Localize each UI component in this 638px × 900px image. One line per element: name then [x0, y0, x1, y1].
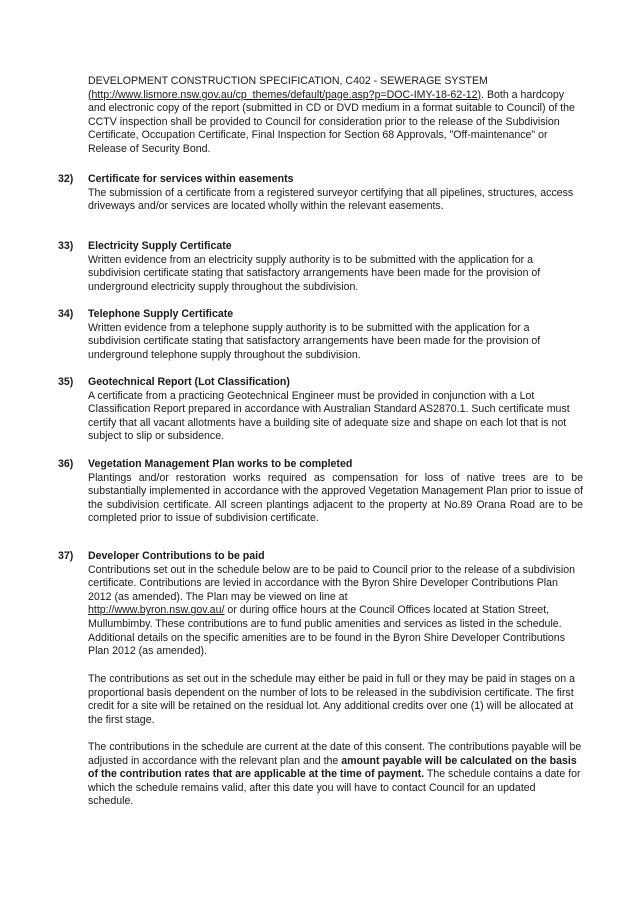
condition-text: Written evidence from a telephone supply authority is to be submitted with the application for a subdivision certificate stating that satisfactory arrangements have been made for the provision of underground telephone supply throughout the subdivision. — [88, 321, 541, 361]
condition-title: Certificate for services within easements — [88, 173, 294, 185]
contributions-current-paragraph — [88, 741, 583, 809]
byron-council-link[interactable]: http://www.byron.nsw.gov.au/ — [88, 604, 225, 617]
lismore-spec-link[interactable]: (http://www.lismore.nsw.gov.au/cp_themes/default/page.asp?p=DOC-IMY-18-62-12) — [88, 88, 482, 101]
current-text: The contributions in the schedule are current at the date of this consent. The contributions payable will be adjusted in accordance with the relevant plan and the — [88, 741, 582, 767]
condition-text: Contributions set out in the schedule below are to be paid to Council prior to the release of a subdivision certificate. Contributions are levied in accordance with the Byron Shire Developer Contributions Plan 2012 (as amended). The Plan may be viewed on line at — [88, 563, 576, 603]
condition-text: The submission of a certificate from a registered surveyor certifying that all pipelines, structures, access driveways and/or services are located wholly within the relevant easements. — [88, 186, 574, 213]
condition-number: 33) — [58, 240, 74, 252]
condition-title: Geotechnical Report (Lot Classification) — [88, 376, 290, 388]
condition-title: Developer Contributions to be paid — [88, 550, 265, 562]
condition-number: 34) — [58, 308, 74, 320]
condition-text: Written evidence from an electricity supply authority is to be submitted with the application for a subdivision certificate stating that satisfactory arrangements have been made for the provision of underground electricity supply throughout the subdivision. — [88, 253, 541, 293]
condition-title: Telephone Supply Certificate — [88, 308, 234, 320]
intro-text: . Both a hardcopy and electronic copy of the report (submitted in CD or DVD medium in a format suitable to Council) of the CCTV inspection shall be provided to Council for consideration prior to the release of the Subdivision Certificate, Occupation Certificate, Final Inspection for Section 68 Approvals, "Off-maintenance" or Release of Security Bond. — [88, 88, 575, 155]
condition-text: Plantings and/or restoration works required as compensation for loss of native trees are to be substantially implemented in accordance with the approved Vegetation Management Plan prior to issue of the subdivision certificate. All screen plantings adjacent to the property at No.89 Orana Road are to be completed prior to issue of subdivision certificate. — [88, 471, 583, 525]
current-text-continued: The schedule contains a date for which the schedule remains valid, after this date you will have to contact Council for an updated schedule. — [88, 768, 581, 808]
condition-number: 32) — [58, 173, 74, 185]
intro-spec-title: DEVELOPMENT CONSTRUCTION SPECIFICATION, C402 - SEWERAGE SYSTEM — [88, 75, 488, 87]
contributions-stages-paragraph: The contributions as set out in the schedule may either be paid in full or they may be paid in stages on a proportional basis dependent on the number of lots to be released in the subdivision certificate. The first credit for a site will be retained on the residual lot. Any additional credits over one (1) will be allocated at the first stage. — [88, 673, 576, 726]
condition-number: 35) — [58, 376, 74, 388]
amount-payable-bold-text: amount payable will be calculated on the basis of the contribution rates that are applicable at the time of payment. — [88, 754, 577, 781]
condition-title: Electricity Supply Certificate — [88, 240, 232, 252]
condition-number: 36) — [58, 458, 74, 470]
condition-text-continued: or during office hours at the Council Offices located at Station Street, Mullumbimby. These contributions are to fund public amenities and services as listed in the schedule. Additional details on the specific amenities are to be found in the Byron Shire Developer Contributions Plan 2012 (as amended). — [88, 604, 565, 658]
intro-paragraph — [88, 75, 583, 157]
condition-number: 37) — [58, 550, 74, 562]
condition-title: Vegetation Management Plan works to be completed — [88, 458, 353, 470]
condition-text: A certificate from a practicing Geotechnical Engineer must be provided in conjunction with a Lot Classification Report prepared in accordance with Australian Standard AS2870.1. Such certificate must certify that all vacant allotments have a building site of adequate size and shape on each lot that is not subject to slip or subsidence. — [88, 389, 570, 443]
